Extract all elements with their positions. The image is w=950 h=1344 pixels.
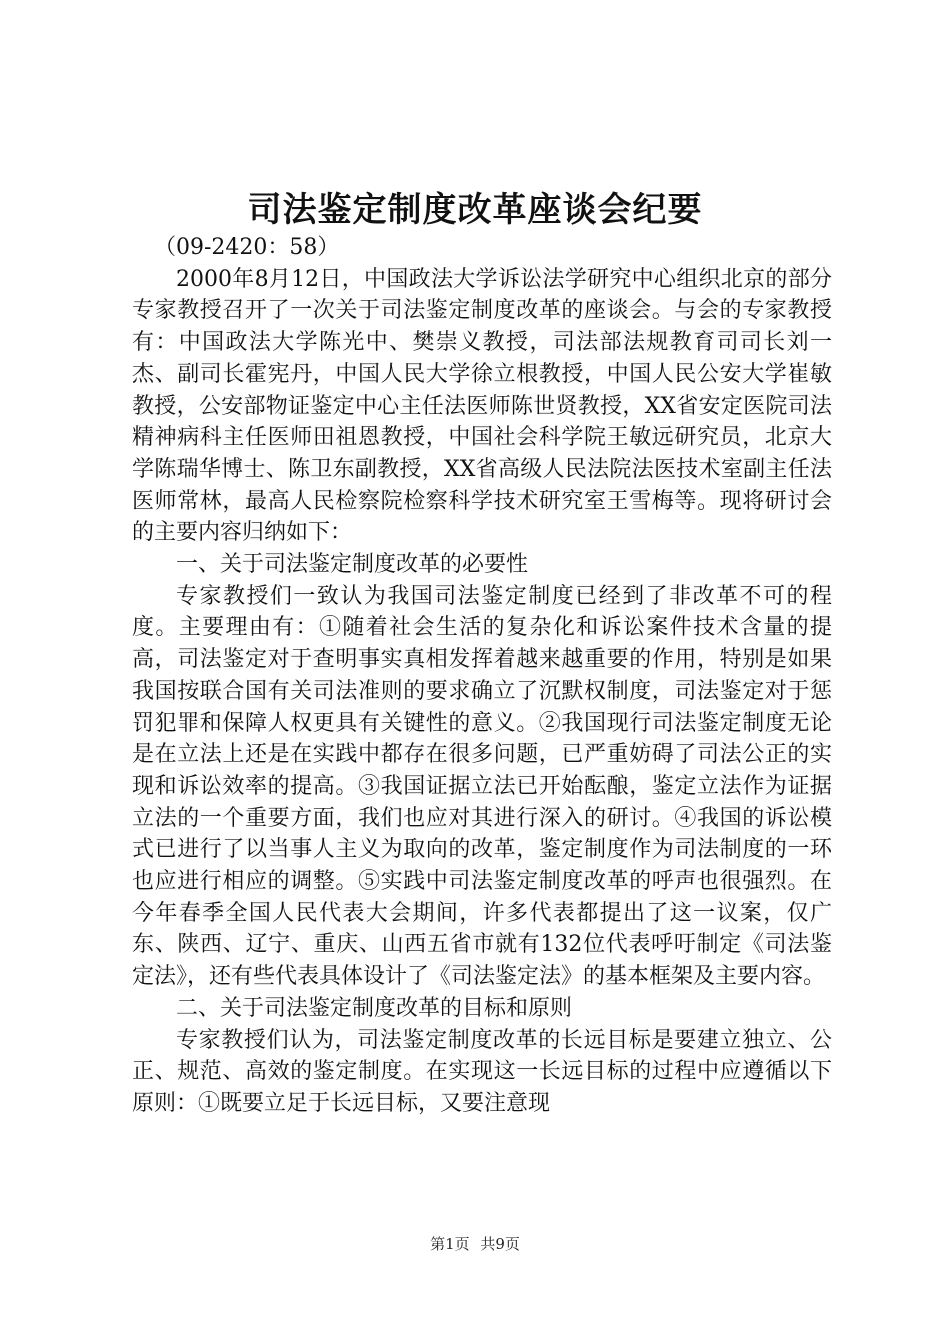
document-title: 司法鉴定制度改革座谈会纪要 (247, 190, 703, 230)
section-heading-2: 二、关于司法鉴定制度改革的目标和原则 (176, 995, 573, 1021)
page-footer (0, 1234, 950, 1254)
document-code: （09-2420：58） (154, 235, 340, 260)
section-heading-1: 一、关于司法鉴定制度改革的必要性 (176, 552, 529, 578)
paragraph-necessity: 专家教授们一致认为我国司法鉴定制度已经到了非改革不可的程度。主要理由有：①随着社会生活的复杂化和诉讼案件技术含量的提高，司法鉴定对于查明事实真相发挥着越来越重要的作用，特别是如果我国按联合国有关司法准则的要求确立了沉默权制度，司法鉴定对于惩罚犯罪和保障人权更具有关键性的意义。②我国现行司法鉴定制度无论是在立法上还是在实践中都存在很多问题，已严重妨碍了司法公正的实现和诉讼效率的提高。③我国证据立法已开始酝酿，鉴定立法作为证据立法的一个重要方面，我们也应对其进行深入的研讨。④我国的诉讼模式已进行了以当事人主义为取向的改革，鉴定制度作为司法制度的一环也应进行相应的调整。⑤实践中司法鉴定制度改革的呼声也很强烈。在今年春季全国人民代表大会期间，许多代表都提出了这一议案，仅广东、陕西、辽宁、重庆、山西五省市就有132位代表呼吁制定《司法鉴定法》，还有些代表具体设计了《司法鉴定法》的基本框架及主要内容。 (132, 583, 832, 990)
page-number: 第1页 (430, 1235, 470, 1253)
paragraph-goals: 专家教授们认为，司法鉴定制度改革的长远目标是要建立独立、公正、规范、高效的鉴定制度。在实现这一长远目标的过程中应遵循以下原则：①既要立足于长远目标，又要注意现 (132, 1027, 832, 1116)
page-total: 共9页 (480, 1235, 520, 1253)
document-body (132, 232, 832, 1120)
paragraph-intro: 2000年8月12日，中国政法大学诉讼法学研究中心组织北京的部分专家教授召开了一次关于司法鉴定制度改革的座谈会。与会的专家教授有：中国政法大学陈光中、樊崇义教授，司法部法规教育司司长刘一杰、副司长霍宪丹，中国人民大学徐立根教授，中国人民公安大学崔敏教授，公安部物证鉴定中心主任法医师陈世贤教授，XX省安定医院司法精神病科主任医师田祖恩教授，中国社会科学院王敏远研究员，北京大学陈瑞华博士、陈卫东副教授，XX省高级人民法院法医技术室副主任法医师常林，最高人民检察院检察科学技术研究室王雪梅等。现将研讨会的主要内容归纳如下： (132, 266, 832, 546)
